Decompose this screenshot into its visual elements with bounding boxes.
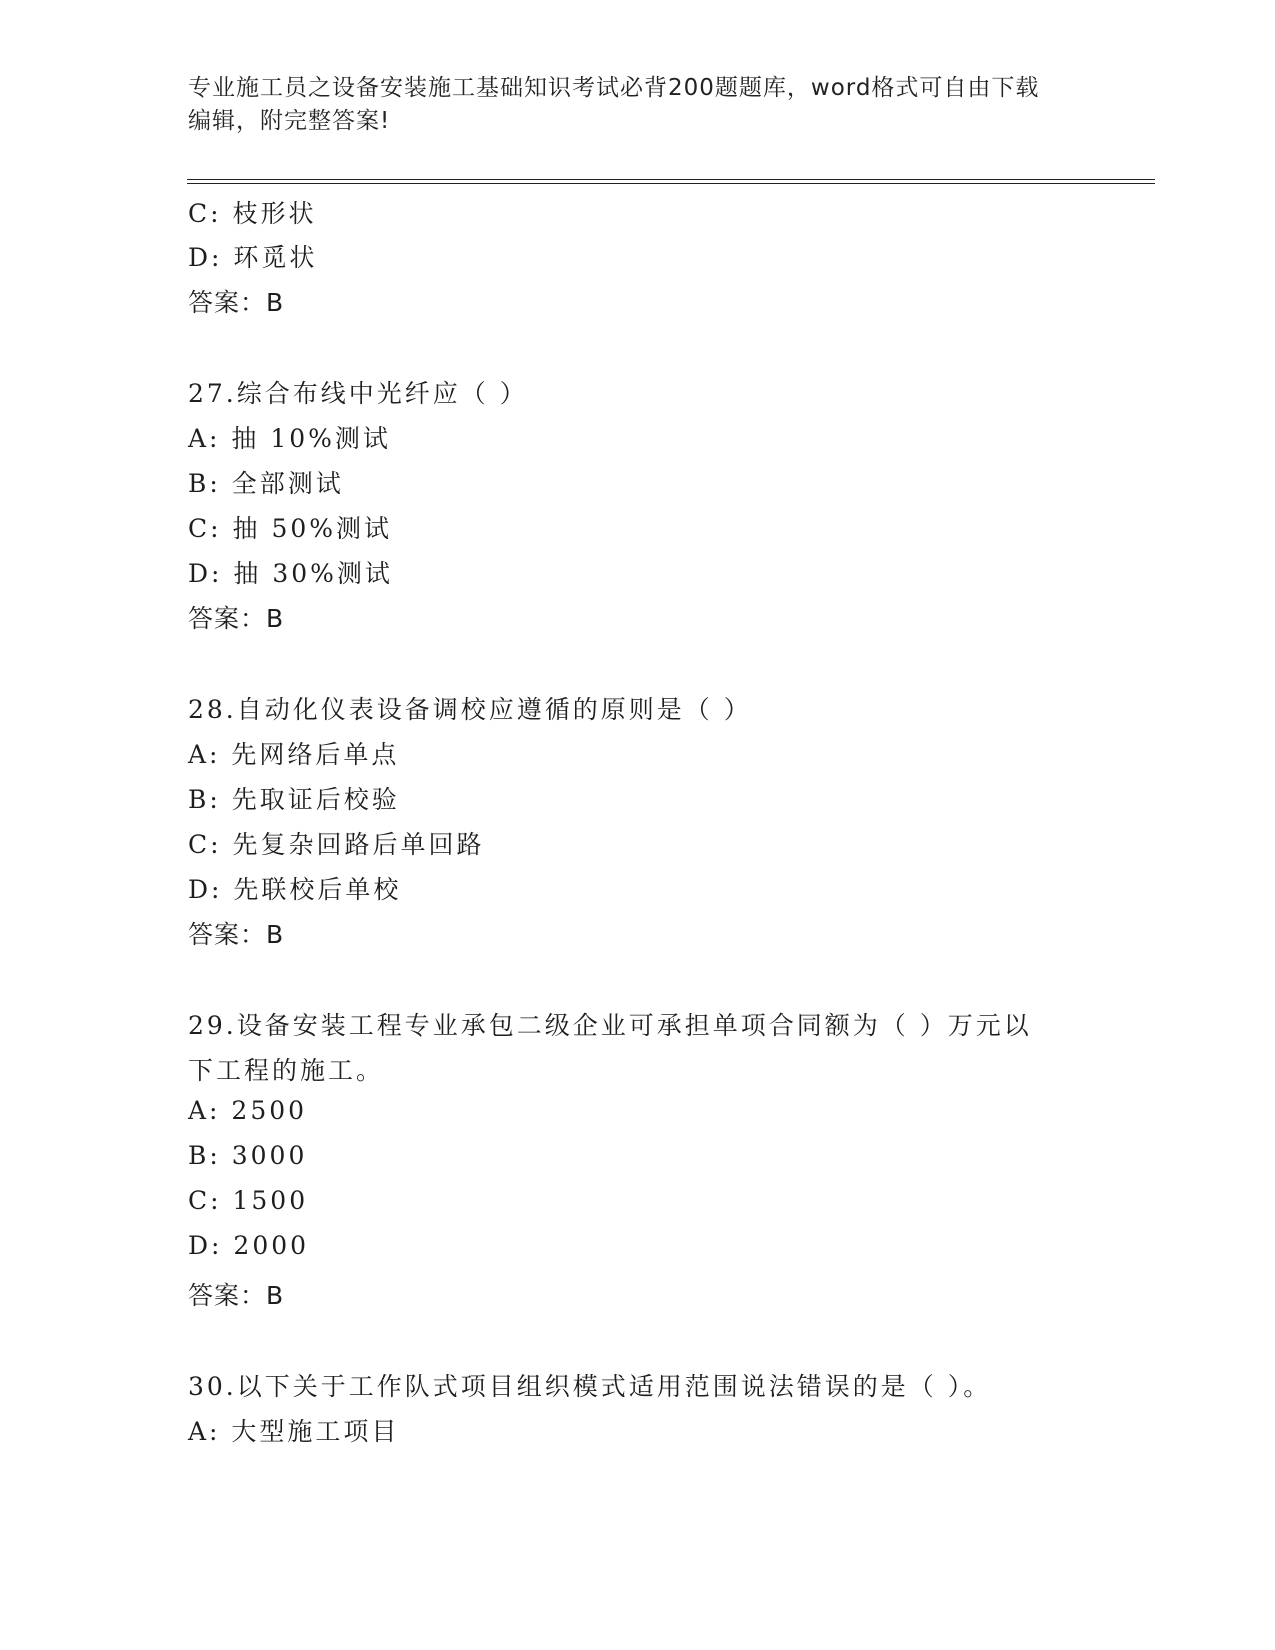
option-line: B: 3000 <box>188 1141 308 1170</box>
option-line: C: 抽 50%测试 <box>188 514 393 543</box>
answer-line: 答案：B <box>188 604 285 633</box>
question-line: 30.以下关于工作队式项目组织模式适用范围说法错误的是（ ）。 <box>188 1372 992 1401</box>
document-header <box>188 72 1088 138</box>
option-line: D: 环觅状 <box>188 243 318 272</box>
option-line: C: 枝形状 <box>188 199 317 228</box>
option-line: A: 先网络后单点 <box>188 740 400 769</box>
answer-line: 答案：B <box>188 288 285 317</box>
question-line: 28.自动化仪表设备调校应遵循的原则是（ ） <box>188 695 752 724</box>
option-line: A: 2500 <box>188 1096 308 1125</box>
header-line-1: 专业施工员之设备安装施工基础知识考试必背200题题库，word格式可自由下载 <box>188 75 1040 101</box>
option-line: A: 抽 10%测试 <box>188 424 391 453</box>
header-divider-top <box>187 179 1155 180</box>
option-line: D: 先联校后单校 <box>188 875 402 904</box>
option-line: D: 抽 30%测试 <box>188 559 393 588</box>
option-line: B: 先取证后校验 <box>188 785 400 814</box>
option-line: D: 2000 <box>188 1231 310 1260</box>
question-line: 27.综合布线中光纤应（ ） <box>188 379 528 408</box>
header-divider-bottom <box>187 183 1155 184</box>
answer-line: 答案：B <box>188 1281 285 1310</box>
option-line: C: 先复杂回路后单回路 <box>188 830 485 859</box>
question-line: 29.设备安装工程专业承包二级企业可承担单项合同额为（ ）万元以 <box>188 1011 1032 1040</box>
option-line: B: 全部测试 <box>188 469 344 498</box>
question-line: 下工程的施工。 <box>188 1056 385 1085</box>
answer-line: 答案：B <box>188 920 285 949</box>
header-line-2: 编辑，附完整答案! <box>188 108 391 134</box>
option-line: A: 大型施工项目 <box>188 1417 400 1446</box>
option-line: C: 1500 <box>188 1186 309 1215</box>
